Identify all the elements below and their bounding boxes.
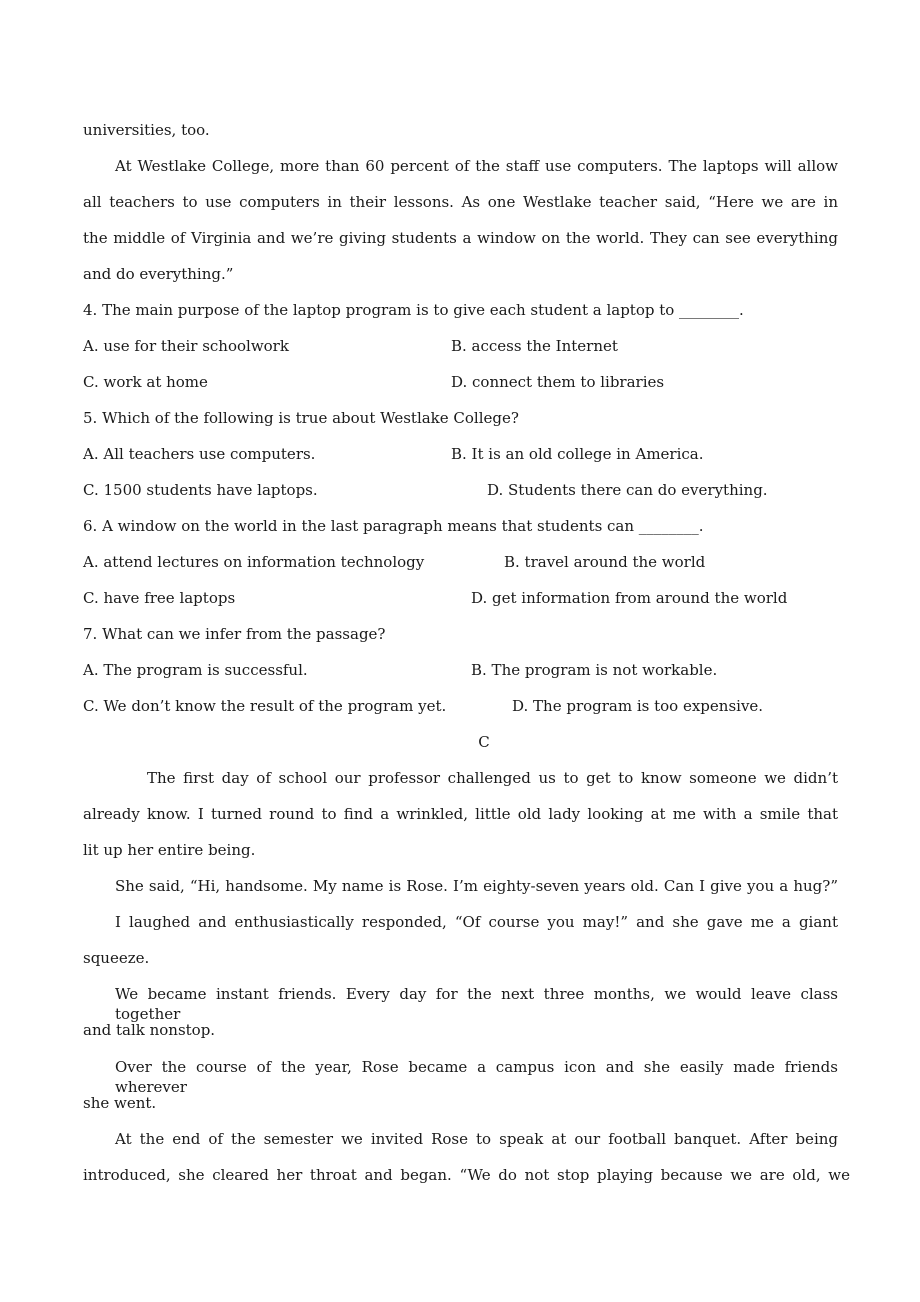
text-line: squeeze.	[83, 949, 150, 967]
text-line: and talk nonstop.	[83, 1021, 216, 1039]
text-line: already know. I turned round to find a wrinkled, little old lady looking at me with a smile that	[83, 805, 838, 823]
text-line: At Westlake College, more than 60 percent of the staff use computers. The laptops will allow	[115, 157, 838, 175]
text-line: At the end of the semester we invited Rose to speak at our football banquet. After being	[115, 1130, 838, 1148]
option-b: B. The program is not workable.	[471, 661, 718, 679]
option-b: B. It is an old college in America.	[451, 445, 704, 463]
text-line: and do everything.”	[83, 265, 234, 283]
question-stem: 5. Which of the following is true about Westlake College?	[83, 409, 519, 427]
text-line: She said, “Hi, handsome. My name is Rose. I’m eighty-seven years old. Can I give you a hug?”	[115, 877, 838, 895]
text-line: We became instant friends. Every day for the next three months, we would leave class together	[115, 985, 838, 1023]
text-line: The first day of school our professor challenged us to get to know someone we didn’t	[147, 769, 838, 787]
text-line: all teachers to use computers in their lessons. As one Westlake teacher said, “Here we are in	[83, 193, 838, 211]
option-b: B. travel around the world	[504, 553, 706, 571]
question-stem: 6. A window on the world in the last paragraph means that students can ________.	[83, 517, 704, 535]
option-a: A. use for their schoolwork	[83, 337, 289, 355]
option-a: A. attend lectures on information technology	[83, 553, 425, 571]
text-line: I laughed and enthusiastically responded, “Of course you may!” and she gave me a giant	[115, 913, 838, 931]
option-c: C. We don’t know the result of the program yet.	[83, 697, 447, 715]
option-c: C. 1500 students have laptops.	[83, 481, 318, 499]
option-c: C. have free laptops	[83, 589, 236, 607]
option-b: B. access the Internet	[451, 337, 618, 355]
option-d: D. connect them to libraries	[451, 373, 665, 391]
question-stem: 7. What can we infer from the passage?	[83, 625, 386, 643]
text-line: the middle of Virginia and we’re giving students a window on the world. They can see everything	[83, 229, 838, 247]
text-line: universities, too.	[83, 121, 210, 139]
text-line: introduced, she cleared her throat and began. “We do not stop playing because we are old, we	[83, 1166, 850, 1184]
text-line: Over the course of the year, Rose became a campus icon and she easily made friends wherever	[115, 1058, 838, 1096]
question-stem: 4. The main purpose of the laptop program is to give each student a laptop to ________.	[83, 301, 744, 319]
text-line: lit up her entire being.	[83, 841, 256, 859]
option-a: A. The program is successful.	[83, 661, 308, 679]
section-heading: C	[478, 733, 490, 751]
option-d: D. Students there can do everything.	[487, 481, 768, 499]
option-d: D. get information from around the world	[471, 589, 788, 607]
text-line: she went.	[83, 1094, 157, 1112]
option-c: C. work at home	[83, 373, 208, 391]
option-d: D. The program is too expensive.	[512, 697, 764, 715]
option-a: A. All teachers use computers.	[83, 445, 316, 463]
